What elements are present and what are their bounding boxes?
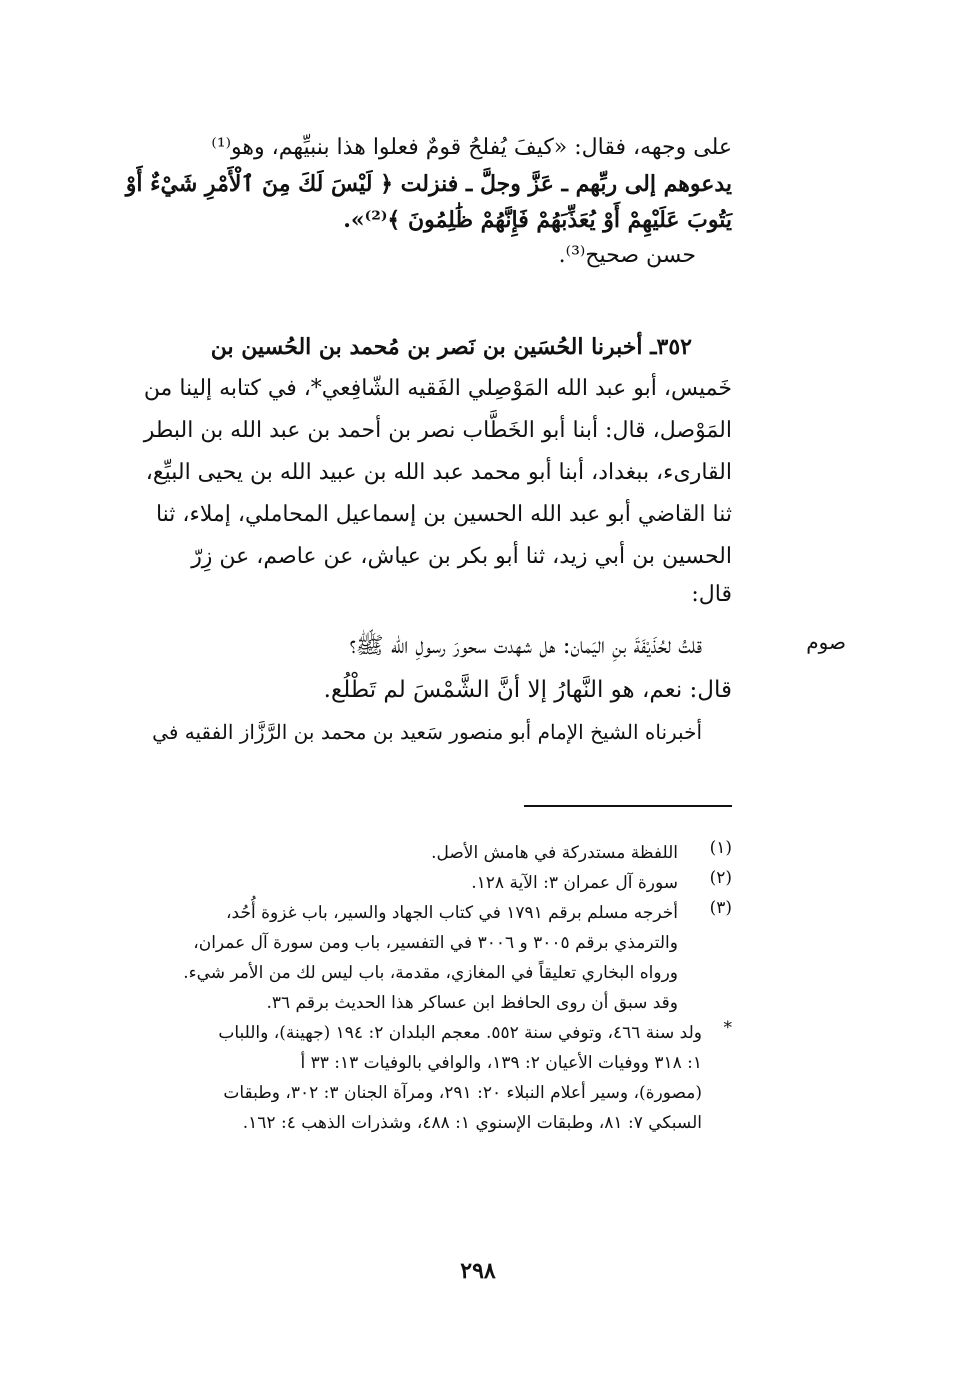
text-line: على وجهه، فقال: «كيفَ يُفلحُ قومٌ فعلوا هذا بنبيِّهم، وهو⁽¹⁾ <box>211 135 732 160</box>
quote-line: قلتُ لحُذَيْفَةَ بنِ اليَمان: هل شهدت سحورَ رسولِ الله ﷺ؟ <box>349 633 702 659</box>
footnote-line: سورة آل عمران ٣: الآية ١٢٨. <box>471 873 678 893</box>
footnote-number: (١) <box>709 838 732 858</box>
footnote-number: (٢) <box>709 868 732 888</box>
footnote-line: ١: ٣١٨ ووفيات الأعيان ٢: ١٣٩، والوافي بالوفيات ١٣: ٣٣ أ <box>300 1053 702 1073</box>
footnote-text <box>100 868 678 898</box>
footnote-line: (مصورة)، وسير أعلام النبلاء ٢٠: ٢٩١، ومرآة الجنان ٣: ٣٠٢، وطبقات <box>223 1083 702 1103</box>
footnote-line: السبكي ٧: ٨١، وطبقات الإسنوي ١: ٤٨٨، وشذرات الذهب ٤: ١٦٢. <box>242 1113 702 1133</box>
quran-verse-line: يَتُوبَ عَلَيْهِمْ أَوْ يُعَذِّبَهُمْ فَإِنَّهُمْ ظَٰلِمُونَ ﴾⁽²⁾». <box>343 207 732 233</box>
hadith-line: قال: <box>691 582 732 607</box>
continuation-line: أخبرناه الشيخ الإمام أبو منصور سَعيد بن محمد بن الرَّزَّاز الفقيه في <box>152 720 702 744</box>
hadith-entry <box>100 326 732 612</box>
footnote-line: اللفظة مستدركة في هامش الأصل. <box>431 843 678 863</box>
footnote-line: وقد سبق أن روى الحافظ ابن عساكر هذا الحديث برقم ٣٦. <box>266 993 678 1013</box>
footnote-text <box>100 898 678 1018</box>
footnote-3 <box>100 898 732 1018</box>
hadith-quote <box>100 624 732 712</box>
footnote-number: (٣) <box>709 898 732 918</box>
footnotes <box>100 838 732 1138</box>
footnote-1 <box>100 838 732 868</box>
page-number: ٢٩٨ <box>460 1258 496 1284</box>
footnote-line: ورواه البخاري تعليقاً في المغازي، مقدمة، باب ليس لك من الأمر شيء. <box>183 963 678 983</box>
hadith-line: خَميس، أبو عبد الله المَوْصِلي الفَقيه الشّافِعي*، في كتابه إلينا من <box>143 376 732 401</box>
footnote-asterisk: * <box>723 1018 732 1038</box>
footnote-2 <box>100 868 732 898</box>
quran-verse-line: يدعوهم إلى ربِّهم ـ عَزَّ وجلَّ ـ فنزلت ﴿ لَيْسَ لَكَ مِنَ ٱلْأَمْرِ شَيْءٌ أَوْ <box>125 171 732 197</box>
margin-note: صوم <box>806 630 846 654</box>
footnote-text <box>100 1018 702 1138</box>
footnote-line: أخرجه مسلم برقم ١٧٩١ في كتاب الجهاد والسير، باب غزوة أُحُد، <box>226 903 678 923</box>
hadith-line: الحسين بن أبي زيد، ثنا أبو بكر بن عياش، عن عاصم، عن زِرّ <box>191 544 732 569</box>
grading-line: حسن صحيح⁽³⁾. <box>558 243 696 268</box>
hadith-heading-line: ٣٥٢ـ أخبرنا الحُسَين بن نَصر بن مُحمد بن الحُسين بن <box>210 334 692 360</box>
quote-line: قال: نعم، هو النَّهارُ إلا أنَّ الشَّمْسَ لم تَطْلُع. <box>323 677 732 703</box>
hadith-line: ثنا القاضي أبو عبد الله الحسين بن إسماعيل المحاملي، إملاء، ثنا <box>155 502 732 527</box>
hadith-line: القارىء، ببغداد، أبنا أبو محمد عبد الله بن عبيد الله بن يحيى البيِّع، <box>145 460 732 485</box>
footnote-text <box>100 838 678 868</box>
footnote-line: ولد سنة ٤٦٦، وتوفي سنة ٥٥٢. معجم البلدان ٢: ١٩٤ (جهينة)، واللباب <box>218 1023 702 1043</box>
continuation-text <box>100 714 732 750</box>
footnote-divider <box>524 805 732 807</box>
footnote-line: والترمذي برقم ٣٠٠٥ و ٣٠٠٦ في التفسير، باب ومن سورة آل عمران، <box>193 933 678 953</box>
main-text-block <box>100 130 732 274</box>
hadith-line: المَوْصل، قال: أبنا أبو الخَطَّاب نصر بن أحمد بن عبد الله بن البطر <box>143 418 732 443</box>
footnote-biography <box>100 1018 732 1138</box>
